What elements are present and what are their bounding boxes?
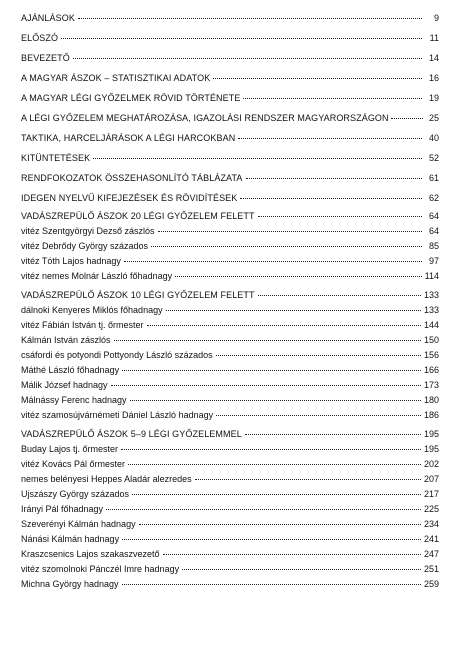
toc-entry-title: Nánási Kálmán hadnagy <box>21 534 120 544</box>
toc-entry-page: 25 <box>428 113 439 123</box>
dot-leader <box>195 479 421 480</box>
toc-entry-page: 251 <box>423 564 439 574</box>
toc-entry-title: nemes belényesi Heppes Aladár alezredes <box>21 474 192 484</box>
toc-entry-page: 52 <box>428 153 439 163</box>
dot-leader <box>216 355 421 356</box>
toc-entry-title: VADÁSZREPÜLŐ ÁSZOK 10 LÉGI GYŐZELEM FELETT <box>21 290 255 300</box>
toc-entry-page: 64 <box>428 211 439 221</box>
toc-entry-title: vitéz szamosújvárnémeti Dániel László hadnagy <box>21 410 214 420</box>
toc-section <box>21 211 439 281</box>
toc-entry-page: 217 <box>423 489 439 499</box>
toc-entry-title: csáfordi és potyondi Pottyondy László százados <box>21 350 213 360</box>
toc-entry <box>21 271 439 281</box>
dot-leader <box>147 325 421 326</box>
toc-entry <box>21 93 439 103</box>
toc-entry-title: Málik József hadnagy <box>21 380 108 390</box>
toc-entry-title: KITÜNTETÉSEK <box>21 153 91 163</box>
toc-entry-title: VADÁSZREPÜLŐ ÁSZOK 5–9 LÉGI GYŐZELEMMEL <box>21 429 242 439</box>
toc-entry <box>21 504 439 514</box>
toc-entry-page: 40 <box>428 133 439 143</box>
toc-section-heading <box>21 211 439 221</box>
dot-leader <box>391 118 423 119</box>
toc-entry-page: 114 <box>424 271 439 281</box>
toc-entry-title: Máthé László főhadnagy <box>21 365 120 375</box>
toc-entry <box>21 335 439 345</box>
toc-entry <box>21 256 439 266</box>
toc-entry-title: Michna György hadnagy <box>21 579 119 589</box>
toc-entry <box>21 193 439 203</box>
toc-entry-title: TAKTIKA, HARCELJÁRÁSOK A LÉGI HARCOKBAN <box>21 133 236 143</box>
toc-entry-page: 173 <box>423 380 439 390</box>
toc-entry-page: 144 <box>423 320 439 330</box>
toc-entry-title: A LÉGI GYŐZELEM MEGHATÁROZÁSA, IGAZOLÁSI RENDSZER MAGYARORSZÁGON <box>21 113 389 123</box>
dot-leader <box>258 295 421 296</box>
dot-leader <box>240 198 422 199</box>
toc-entry-title: A MAGYAR ÁSZOK – STATISZTIKAI ADATOK <box>21 73 211 83</box>
toc-entry-title: AJÁNLÁSOK <box>21 13 75 23</box>
toc-entry-title: Kraszcsenics Lajos szakaszvezető <box>21 549 160 559</box>
dot-leader <box>243 98 422 99</box>
toc-entry <box>21 133 439 143</box>
dot-leader <box>182 569 421 570</box>
toc-entry-title: vitéz Fábián István tj. őrmester <box>21 320 144 330</box>
toc-entry <box>21 73 439 83</box>
toc-entry-title: RENDFOKOZATOK ÖSSZEHASONLÍTÓ TÁBLÁZATA <box>21 173 243 183</box>
toc-entry-title: dálnoki Kenyeres Miklós főhadnagy <box>21 305 163 315</box>
toc-entry-page: 62 <box>428 193 439 203</box>
toc-entry <box>21 549 439 559</box>
toc-entry <box>21 320 439 330</box>
toc-section <box>21 290 439 420</box>
toc-entry-title: vitéz Kovács Pál őrmester <box>21 459 126 469</box>
toc-entry-title: Kálmán István zászlós <box>21 335 111 345</box>
toc-entry <box>21 564 439 574</box>
dot-leader <box>158 231 422 232</box>
dot-leader <box>151 246 422 247</box>
toc-entry-page: 247 <box>423 549 439 559</box>
toc-entry-page: 186 <box>423 410 439 420</box>
toc-entry-page: 11 <box>429 33 439 43</box>
toc-entry-page: 207 <box>423 474 439 484</box>
table-of-contents <box>21 13 439 594</box>
toc-entry-page: 16 <box>428 73 439 83</box>
toc-entry <box>21 444 439 454</box>
toc-entry-title: vitéz Debrődy György százados <box>21 241 149 251</box>
dot-leader <box>128 464 421 465</box>
toc-entry <box>21 241 439 251</box>
dot-leader <box>216 415 421 416</box>
toc-entry <box>21 380 439 390</box>
dot-leader <box>124 261 422 262</box>
toc-entry-title: A MAGYAR LÉGI GYŐZELMEK RÖVID TÖRTÉNETE <box>21 93 241 103</box>
toc-entry-page: 97 <box>428 256 439 266</box>
toc-entry-page: 234 <box>423 519 439 529</box>
toc-entry <box>21 153 439 163</box>
toc-entry-page: 202 <box>423 459 439 469</box>
dot-leader <box>121 449 421 450</box>
toc-entry-title: vitéz szomolnoki Pánczél Imre hadnagy <box>21 564 180 574</box>
toc-entry <box>21 226 439 236</box>
toc-entry <box>21 519 439 529</box>
toc-entry-page: 241 <box>423 534 439 544</box>
toc-entry-page: 195 <box>423 444 439 454</box>
toc-entry-page: 180 <box>423 395 439 405</box>
toc-entry-page: 133 <box>423 290 439 300</box>
dot-leader <box>61 38 422 39</box>
toc-entry <box>21 365 439 375</box>
toc-entry <box>21 350 439 360</box>
dot-leader <box>122 539 421 540</box>
toc-entry-page: 166 <box>423 365 439 375</box>
dot-leader <box>78 18 422 19</box>
dot-leader <box>122 370 421 371</box>
dot-leader <box>106 509 421 510</box>
toc-entry-page: 9 <box>433 13 439 23</box>
dot-leader <box>114 340 421 341</box>
dot-leader <box>132 494 421 495</box>
toc-entry <box>21 173 439 183</box>
dot-leader <box>166 310 421 311</box>
toc-entry-page: 156 <box>423 350 439 360</box>
toc-entry-title: BEVEZETŐ <box>21 53 70 63</box>
dot-leader <box>73 58 422 59</box>
dot-leader <box>122 584 421 585</box>
toc-entry <box>21 305 439 315</box>
toc-entry-title: Szeverényi Kálmán hadnagy <box>21 519 136 529</box>
toc-entry <box>21 534 439 544</box>
dot-leader <box>111 385 421 386</box>
toc-entry-title: Ujszászy György százados <box>21 489 130 499</box>
dot-leader <box>245 434 421 435</box>
toc-entry-page: 225 <box>423 504 439 514</box>
dot-leader <box>246 178 422 179</box>
toc-entry-page: 195 <box>423 429 439 439</box>
toc-entry <box>21 13 439 23</box>
dot-leader <box>163 554 421 555</box>
toc-entry <box>21 459 439 469</box>
dot-leader <box>175 276 422 277</box>
toc-entry-title: vitéz Szentgyörgyi Dezső zászlós <box>21 226 155 236</box>
dot-leader <box>130 400 421 401</box>
dot-leader <box>238 138 422 139</box>
toc-entry-title: VADÁSZREPÜLŐ ÁSZOK 20 LÉGI GYŐZELEM FELETT <box>21 211 255 221</box>
toc-entry-page: 259 <box>423 579 439 589</box>
toc-entry-title: ELŐSZÓ <box>21 33 59 43</box>
toc-entry <box>21 395 439 405</box>
toc-entry-title: vitéz nemes Molnár László főhadnagy <box>21 271 173 281</box>
toc-entry-page: 133 <box>423 305 439 315</box>
toc-entry-page: 61 <box>428 173 439 183</box>
toc-entry-title: vitéz Tóth Lajos hadnagy <box>21 256 121 266</box>
toc-entry-title: Buday Lajos tj. őrmester <box>21 444 119 454</box>
toc-section <box>21 429 439 589</box>
toc-entry-title: Irányi Pál főhadnagy <box>21 504 104 514</box>
toc-entry-page: 19 <box>428 93 439 103</box>
toc-entry <box>21 474 439 484</box>
dot-leader <box>213 78 422 79</box>
toc-section-heading <box>21 429 439 439</box>
toc-section-heading <box>21 290 439 300</box>
toc-entry <box>21 410 439 420</box>
toc-entry <box>21 53 439 63</box>
toc-entry-title: Málnássy Ferenc hadnagy <box>21 395 127 405</box>
dot-leader <box>139 524 421 525</box>
toc-entry-page: 64 <box>428 226 439 236</box>
toc-entry <box>21 489 439 499</box>
dot-leader <box>93 158 422 159</box>
toc-entry-title: IDEGEN NYELVŰ KIFEJEZÉSEK ÉS RÖVIDÍTÉSEK <box>21 193 238 203</box>
toc-entry-page: 14 <box>428 53 439 63</box>
toc-entry <box>21 33 439 43</box>
dot-leader <box>258 216 422 217</box>
toc-entry-page: 150 <box>423 335 439 345</box>
toc-entry-page: 85 <box>428 241 439 251</box>
toc-entry <box>21 579 439 589</box>
toc-entry <box>21 113 439 123</box>
